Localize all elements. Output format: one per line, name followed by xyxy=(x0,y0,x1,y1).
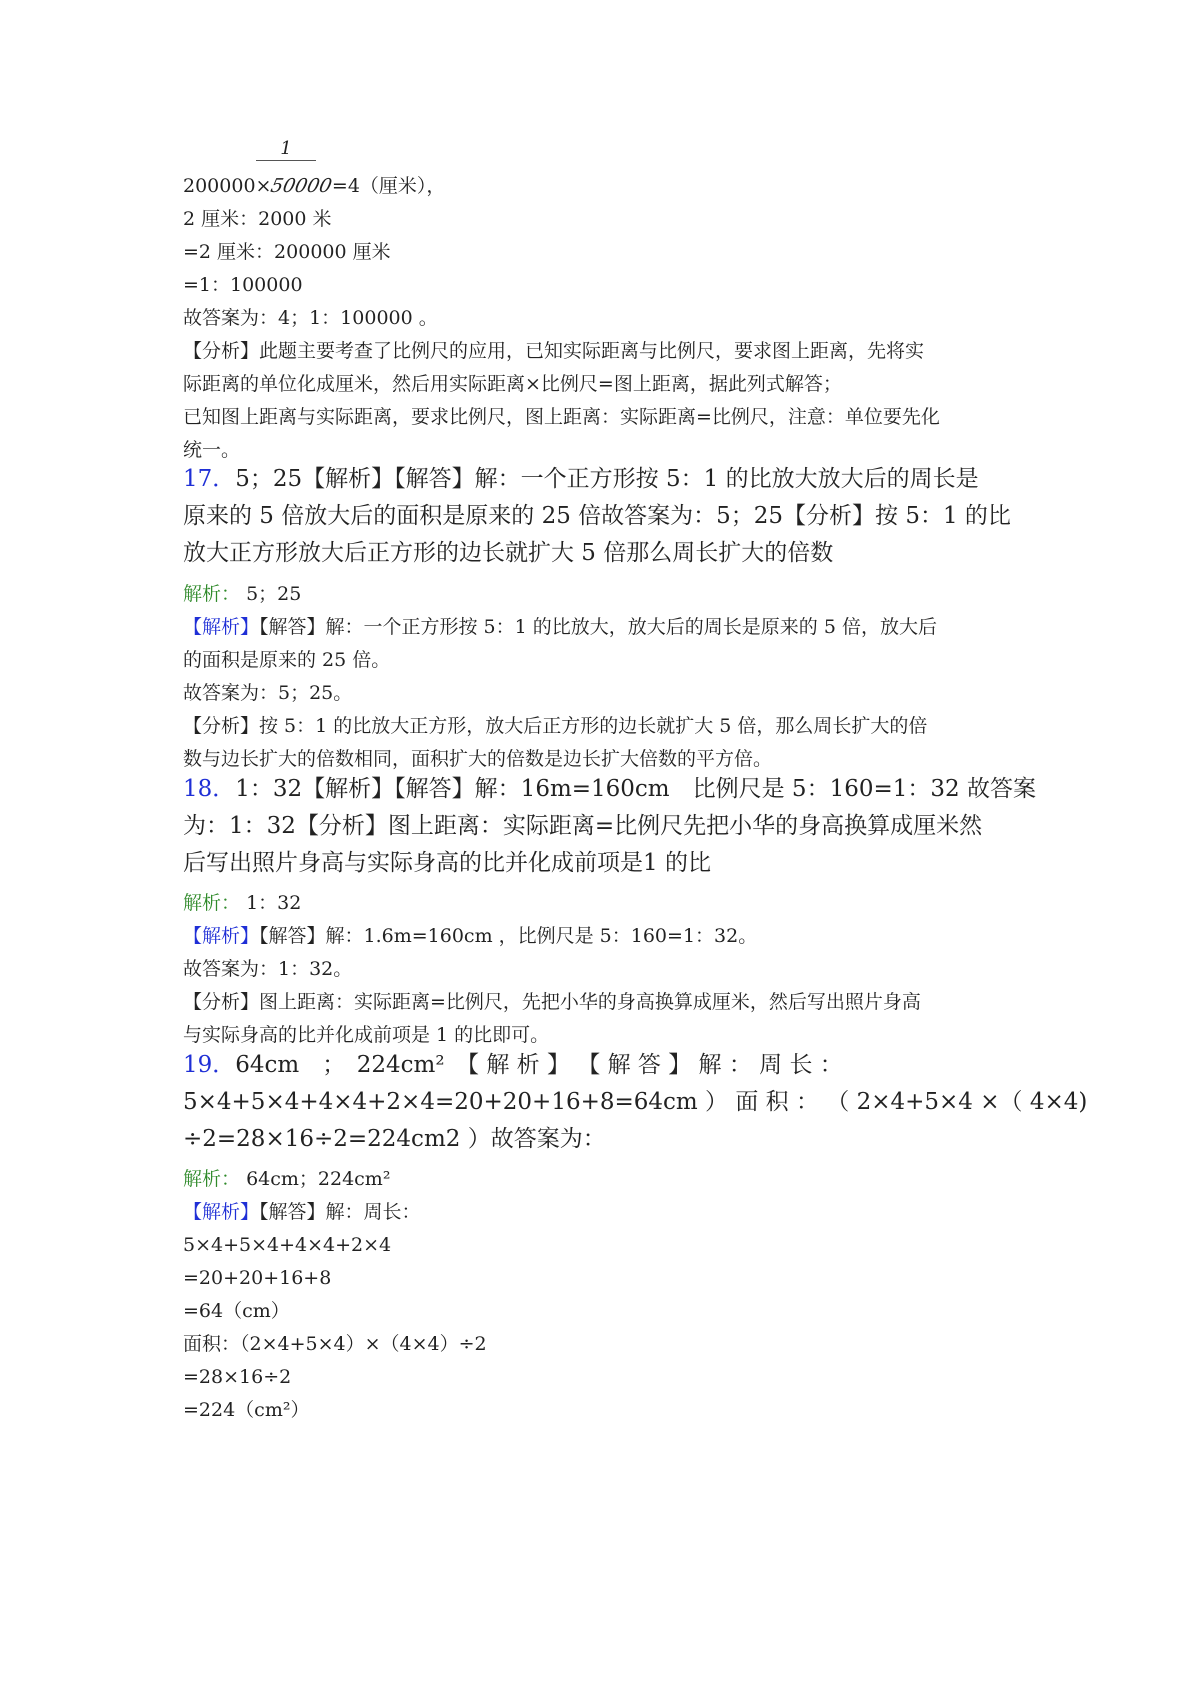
answer-value: 1：32 xyxy=(246,892,302,914)
fraction xyxy=(256,140,316,163)
text-line: 故答案为：4；1：100000 。 xyxy=(183,307,438,329)
text-line: =2 厘米：200000 厘米 xyxy=(183,241,391,263)
fraction-numerator: 1 xyxy=(280,138,292,159)
explanation-line: 的面积是原来的 25 倍。 xyxy=(183,649,391,671)
fraction-bar xyxy=(256,160,316,161)
explanation-line: =20+20+16+8 xyxy=(183,1267,332,1289)
text-segment: 64cm ； 224cm² 【 解 析 】 【 解 答 】 解 ： 周 长 ： xyxy=(235,1052,843,1078)
explanation-line xyxy=(183,1200,421,1224)
answer-value: 5；25 xyxy=(246,583,302,605)
explanation-line: 5×4+5×4+4×4+2×4 xyxy=(183,1234,392,1256)
times-sign: × xyxy=(255,175,272,197)
question-19-line-3: ÷2=28×16÷2=224cm2 ）故答案为： xyxy=(183,1126,606,1152)
text-line: 2 厘米：2000 米 xyxy=(183,208,332,230)
question-18-line-2: 为：1：32【分析】图上距离：实际距离=比例尺先把小华的身高换算成厘米然 xyxy=(183,813,983,839)
fraction-denominator: 50000 xyxy=(269,175,335,197)
text-line: =1：100000 xyxy=(183,274,303,296)
text-line: 际距离的单位化成厘米，然后用实际距离×比例尺=图上距离，据此列式解答； xyxy=(183,373,842,395)
explanation-line: =28×16÷2 xyxy=(183,1366,292,1388)
explanation-line: 【分析】按 5：1 的比放大正方形，放大后正方形的边长就扩大 5 倍，那么周长扩大的倍 xyxy=(183,715,928,737)
explanation-line: =224（cm²） xyxy=(183,1399,310,1421)
question-19-line-2: 5×4+5×4+4×4+2×4=20+20+16+8=64cm ） 面 积 ： （ 2×4+5×4 ×（ 4×4) xyxy=(183,1089,1088,1115)
explanation-line: 面积：（2×4+5×4）×（4×4）÷2 xyxy=(183,1333,487,1355)
text-segment: =4（厘米）， xyxy=(331,175,446,197)
question-number: 18． xyxy=(183,776,236,802)
explanation-line: 【分析】图上距离：实际距离=比例尺，先把小华的身高换算成厘米，然后写出照片身高 xyxy=(183,991,921,1013)
explanation-line: =64（cm） xyxy=(183,1300,290,1322)
text-line xyxy=(183,174,445,198)
explanation-tag: 【解析】 xyxy=(183,616,260,638)
text-segment: 【解答】解：1.6m=160cm ，比例尺是 5：160=1：32。 xyxy=(259,925,758,947)
question-number: 19． xyxy=(183,1052,236,1078)
question-17-line-3: 放大正方形放大后正方形的边长就扩大 5 倍那么周长扩大的倍数 xyxy=(183,540,834,566)
question-17-line-2: 原来的 5 倍放大后的面积是原来的 25 倍故答案为：5；25【分析】按 5：1 的比 xyxy=(183,503,1011,529)
explanation-line: 故答案为：5；25。 xyxy=(183,682,353,704)
text-segment: 【解答】解：周长： xyxy=(259,1201,421,1223)
explanation-line: 故答案为：1：32。 xyxy=(183,958,353,980)
text-line: 【分析】此题主要考查了比例尺的应用，已知实际距离与比例尺，要求图上距离，先将实 xyxy=(183,340,925,362)
answer-line xyxy=(183,582,301,606)
question-17-line-1 xyxy=(183,464,979,494)
text-line: 已知图上距离与实际距离，要求比例尺，图上距离：实际距离=比例尺，注意：单位要先化 xyxy=(183,406,940,428)
answer-line xyxy=(183,891,301,915)
explanation-tag: 【解析】 xyxy=(183,925,260,947)
answer-label: 解析： xyxy=(183,583,241,605)
question-19-line-1 xyxy=(183,1050,843,1080)
answer-value: 64cm；224cm² xyxy=(246,1168,391,1190)
text-segment: 200000 xyxy=(183,175,256,197)
explanation-line: 与实际身高的比并化成前项是 1 的比即可。 xyxy=(183,1024,550,1046)
question-number: 17． xyxy=(183,466,236,492)
answer-line xyxy=(183,1167,390,1191)
text-segment: 【解答】解：一个正方形按 5：1 的比放大，放大后的周长是原来的 5 倍，放大后 xyxy=(259,616,937,638)
question-18-line-1 xyxy=(183,774,1036,804)
explanation-line: 数与边长扩大的倍数相同，面积扩大的倍数是边长扩大倍数的平方倍。 xyxy=(183,748,773,770)
explanation-line xyxy=(183,615,937,639)
answer-label: 解析： xyxy=(183,1168,241,1190)
explanation-line xyxy=(183,924,757,948)
text-segment: 5；25【解析】【解答】解：一个正方形按 5：1 的比放大放大后的周长是 xyxy=(235,466,979,492)
text-line: 统一。 xyxy=(183,439,241,461)
answer-label: 解析： xyxy=(183,892,241,914)
text-segment: 1：32【解析】【解答】解：16m=160cm 比例尺是 5：160=1：32 故答案 xyxy=(235,776,1036,802)
question-18-line-3: 后写出照片身高与实际身高的比并化成前项是1 的比 xyxy=(183,850,711,876)
explanation-tag: 【解析】 xyxy=(183,1201,260,1223)
